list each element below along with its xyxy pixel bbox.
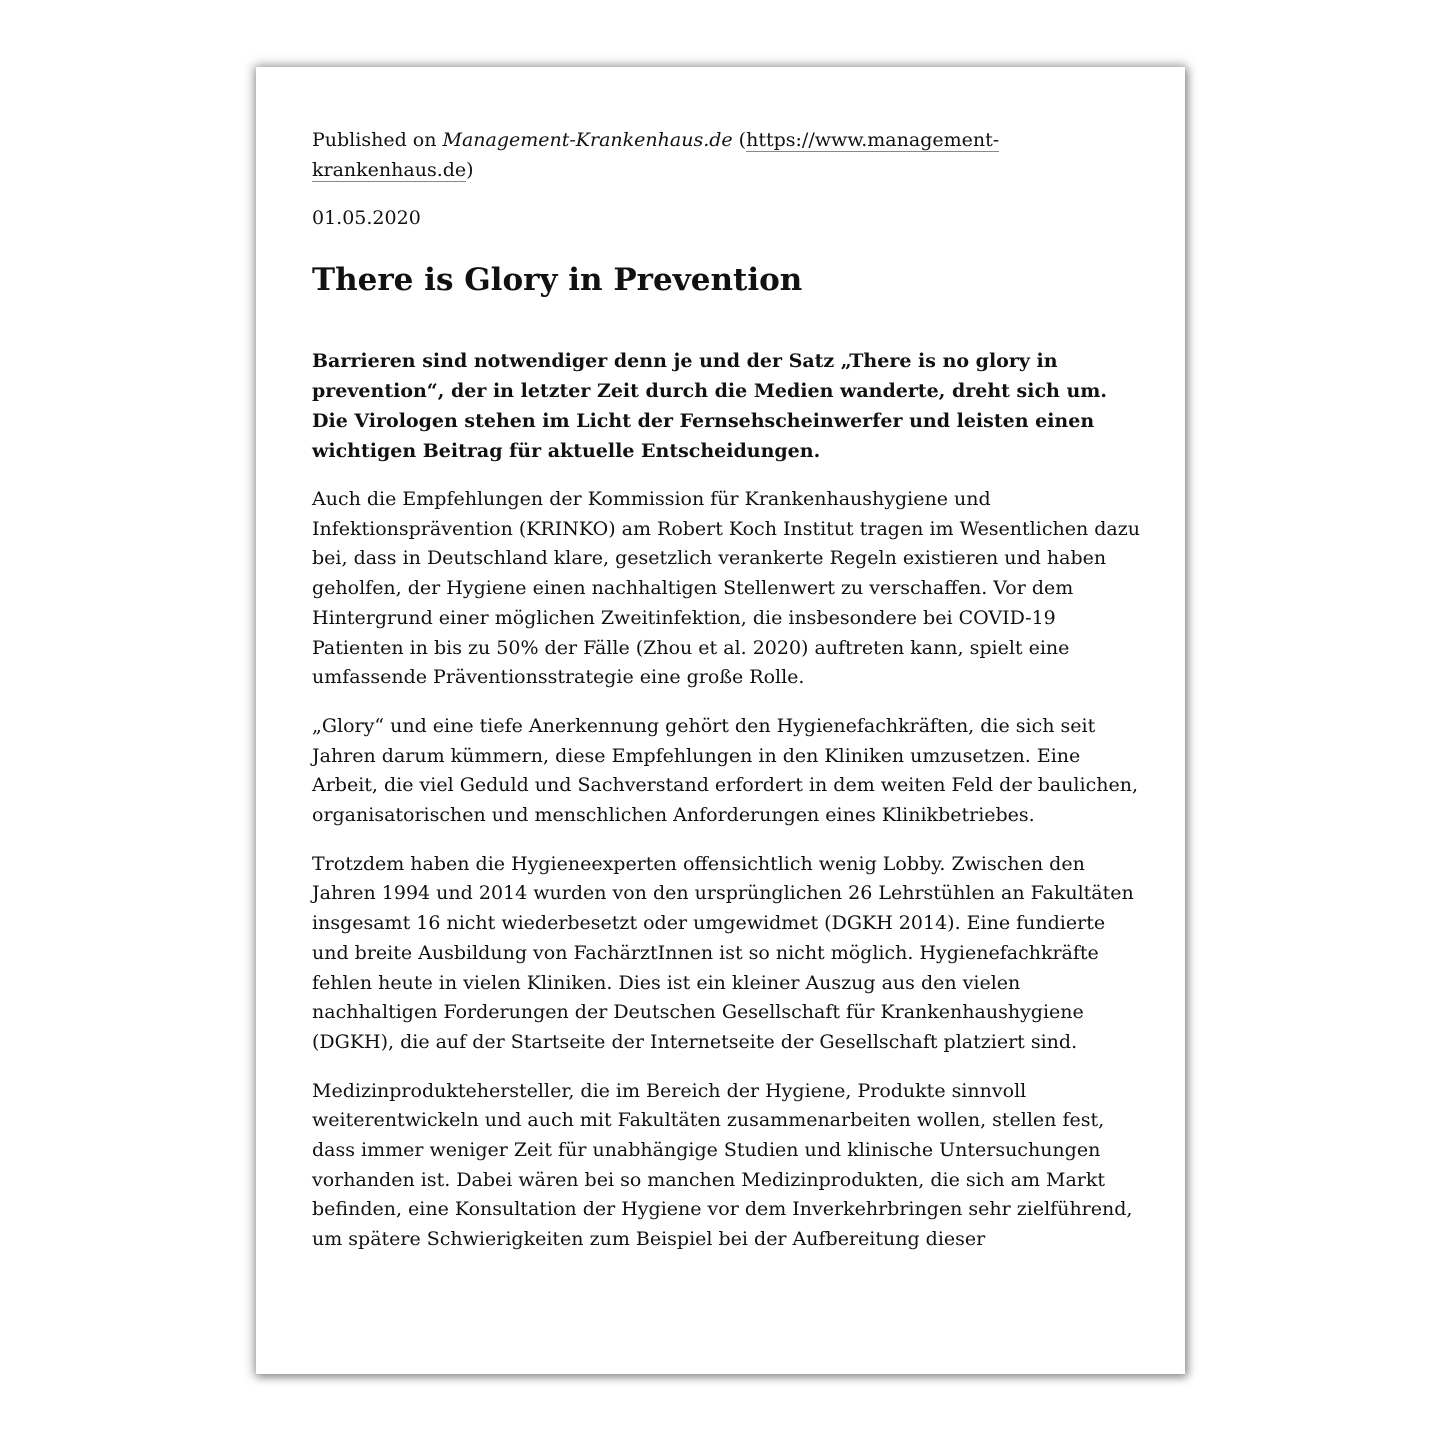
published-prefix: Published on xyxy=(312,129,443,151)
article-paragraph-2: „Glory“ und eine tiefe Anerkennung gehört den Hygienefachkräften, die sich seit Jahren darum kümmern, diese Empfehlungen in den Kliniken umzusetzen. Eine Arbeit, die viel Geduld und Sachverstand erfordert in dem weiten Feld der baulichen, organisatorischen und menschlichen Anforderungen eines Klinikbetriebes. xyxy=(312,714,1138,827)
publish-date: 01.05.2020 xyxy=(312,207,421,229)
site-url-link[interactable]: https://www.management-krankenhaus.de xyxy=(312,129,1000,181)
article-lead: Barrieren sind notwendiger denn je und der Satz „There is no glory in prevention“, der in letzter Zeit durch die Medien wanderte, dreht sich um. Die Virologen stehen im Licht der Fernsehscheinwerfer und leisten einen wichtigen Beitrag für aktuelle Entscheidungen. xyxy=(312,350,1107,462)
document-page xyxy=(256,67,1185,1374)
open-paren: ( xyxy=(732,129,747,151)
article-title: There is Glory in Prevention xyxy=(312,262,803,298)
article-paragraph-3: Trotzdem haben die Hygieneexperten offensichtlich wenig Lobby. Zwischen den Jahren 1994 und 2014 wurden von den ursprünglichen 26 Lehrstühlen an Fakultäten insgesamt 16 nicht wiederbesetzt oder umgewidmet (DGKH 2014). Eine fundierte und breite Ausbildung von FachärztInnen ist so nicht möglich. Hygienefachkräfte fehlen heute in vielen Kliniken. Dies ist ein kleiner Auszug aus den vielen nachhaltigen Forderungen der Deutschen Gesellschaft für Krankenhaushygiene (DGKH), die auf der Startseite der Internetseite der Gesellschaft platziert sind. xyxy=(312,852,1134,1053)
published-line xyxy=(312,125,1140,185)
article-paragraph-1: Auch die Empfehlungen der Kommission für Krankenhaushygiene und Infektionsprävention (KRINKO) am Robert Koch Institut tragen im Wesentlichen dazu bei, dass in Deutschland klare, gesetzlich verankerte Regeln existieren und haben geholfen, der Hygiene einen nachhaltigen Stellenwert zu verschaffen. Vor dem Hintergrund einer möglichen Zweitinfektion, die insbesondere bei COVID-19 Patienten in bis zu 50% der Fälle (Zhou et al. 2020) auftreten kann, spielt eine umfassende Präventionsstrategie eine große Rolle. xyxy=(312,488,1140,689)
article-paragraph-4: Medizinproduktehersteller, die im Bereich der Hygiene, Produkte sinnvoll weiterentwickeln und auch mit Fakultäten zusammenarbeiten wollen, stellen fest, dass immer weniger Zeit für unabhängige Studien und klinische Untersuchungen vorhanden ist. Dabei wären bei so manchen Medizinprodukten, die sich am Markt befinden, eine Konsultation der Hygiene vor dem Inverkehrbringen sehr zielführend, um spätere Schwierigkeiten zum Beispiel bei der Aufbereitung dieser xyxy=(312,1079,1133,1251)
article-content xyxy=(312,125,1140,1255)
site-name: Management-Krankenhaus.de xyxy=(442,129,733,151)
close-paren: ) xyxy=(466,159,474,181)
